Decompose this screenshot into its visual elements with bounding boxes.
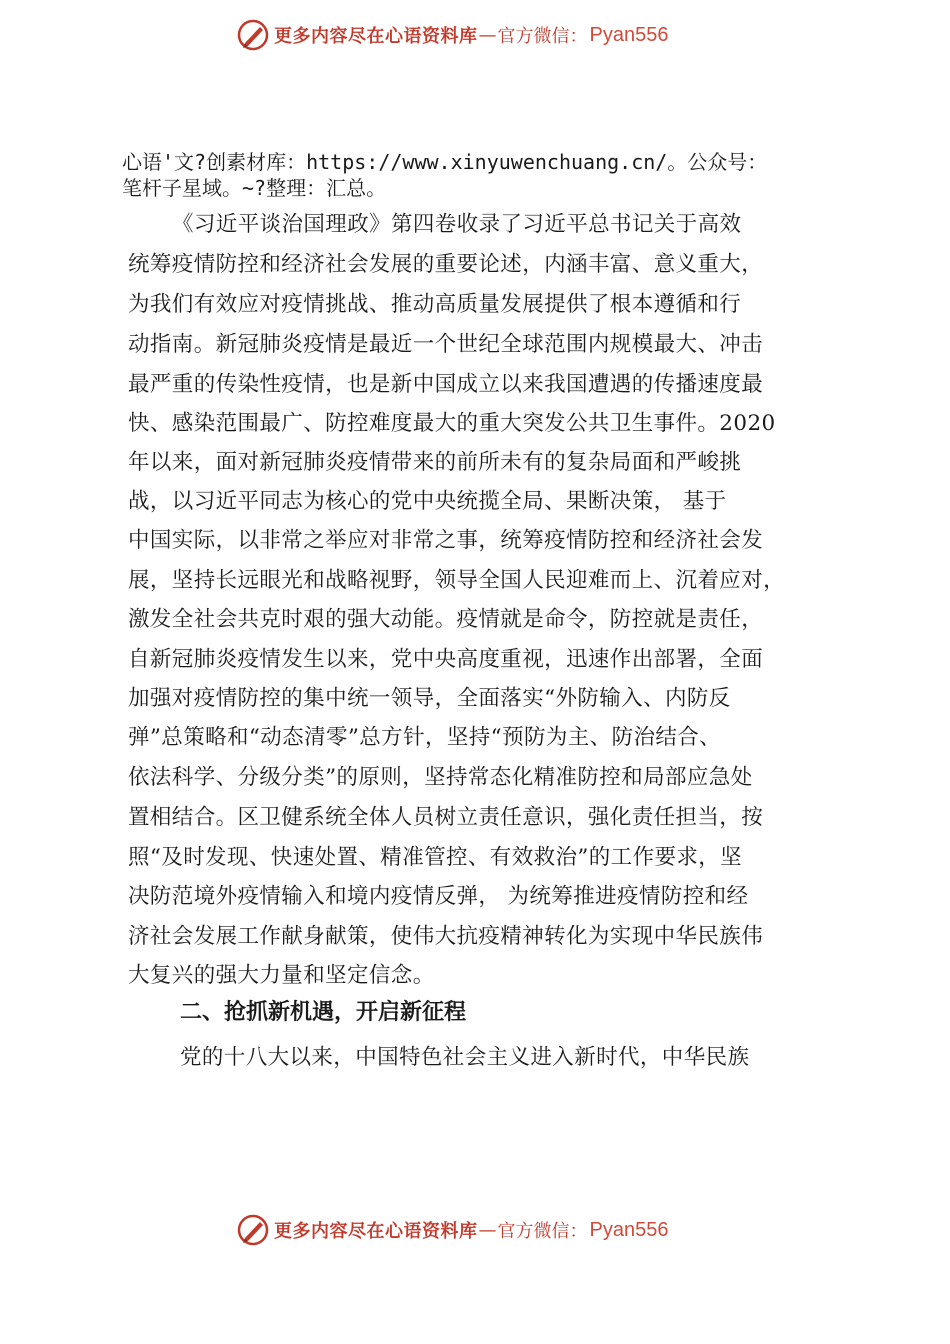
source-note (122, 149, 857, 201)
banner-wechat-label: 官方微信： (497, 1221, 588, 1242)
banner-dash: — (478, 24, 497, 46)
text-line: 展，坚持长远眼光和战略视野，领导全国人民迎难而上、沉着应对， (128, 568, 786, 593)
source-line-2: 笔杆子星域。~?整理：汇总。 (122, 176, 387, 200)
text-line: 年以来，面对新冠肺炎疫情带来的前所未有的复杂局面和严峻挑 (128, 450, 742, 475)
text-line: 弹”总策略和“动态清零”总方针，坚持“预防为主、防治结合、 (128, 725, 722, 750)
text-line: 最严重的传染性疫情，也是新中国成立以来我国遭遇的传播速度最 (128, 372, 764, 397)
header-banner (236, 17, 736, 53)
text-line: 《习近平谈治国理政》第四卷收录了习近平总书记关于高效 (172, 212, 742, 237)
pen-logo-icon (236, 1213, 270, 1247)
text-line: 大复兴的强大力量和坚定信念。 (128, 963, 435, 988)
banner-dash: — (478, 1219, 497, 1241)
text-line: 依法科学、分级分类”的原则，坚持常态化精准防控和局部应急处 (128, 765, 753, 790)
text-line: 自新冠肺炎疫情发生以来，党中央高度重视，迅速作出部署，全面 (128, 647, 764, 672)
section-heading: 二、抢抓新机遇，开启新征程 (180, 1000, 467, 1025)
banner-wechat-id: Pyan556 (589, 1218, 669, 1241)
text-line: 加强对疫情防控的集中统一领导，全面落实“外防输入、内防反 (128, 686, 731, 711)
text-line: 置相结合。区卫健系统全体人员树立责任意识，强化责任担当，按 (128, 805, 764, 830)
banner-title: 更多内容尽在心语资料库 (274, 26, 478, 47)
text-line: 快、感染范围最广、防控难度最大的重大突发公共卫生事件。2020 (128, 411, 776, 436)
banner-wechat-id: Pyan556 (589, 23, 669, 46)
text-line: 济社会发展工作献身献策，使伟大抗疫精神转化为实现中华民族伟 (128, 924, 764, 949)
text-line: 动指南。新冠肺炎疫情是最近一个世纪全球范围内规模最大、冲击 (128, 332, 764, 357)
text-line: 决防范境外疫情输入和境内疫情反弹， 为统筹推进疫情防控和经 (128, 884, 749, 909)
text-line: 中国实际，以非常之举应对非常之事，统筹疫情防控和经济社会发 (128, 528, 764, 553)
footer-banner (236, 1212, 736, 1248)
banner-wechat-label: 官方微信： (497, 26, 588, 47)
text-line: 激发全社会共克时艰的强大动能。疫情就是命令，防控就是责任， (128, 607, 764, 632)
banner-title: 更多内容尽在心语资料库 (274, 1221, 478, 1242)
text-line: 党的十八大以来，中国特色社会主义进入新时代，中华民族 (180, 1045, 750, 1070)
text-line: 为我们有效应对疫情挑战、推动高质量发展提供了根本遵循和行 (128, 292, 742, 317)
pen-logo-icon (236, 18, 270, 52)
text-line: 战，以习近平同志为核心的党中央统揽全局、果断决策， 基于 (128, 489, 727, 514)
source-line-1: 心语'文?创素材库：https://www.xinyuwenchuang.cn/。公众号： (122, 150, 768, 174)
text-line: 照“及时发现、快速处置、精准管控、有效救治”的工作要求，坚 (128, 845, 743, 870)
text-line: 统筹疫情防控和经济社会发展的重要论述，内涵丰富、意义重大， (128, 252, 764, 277)
